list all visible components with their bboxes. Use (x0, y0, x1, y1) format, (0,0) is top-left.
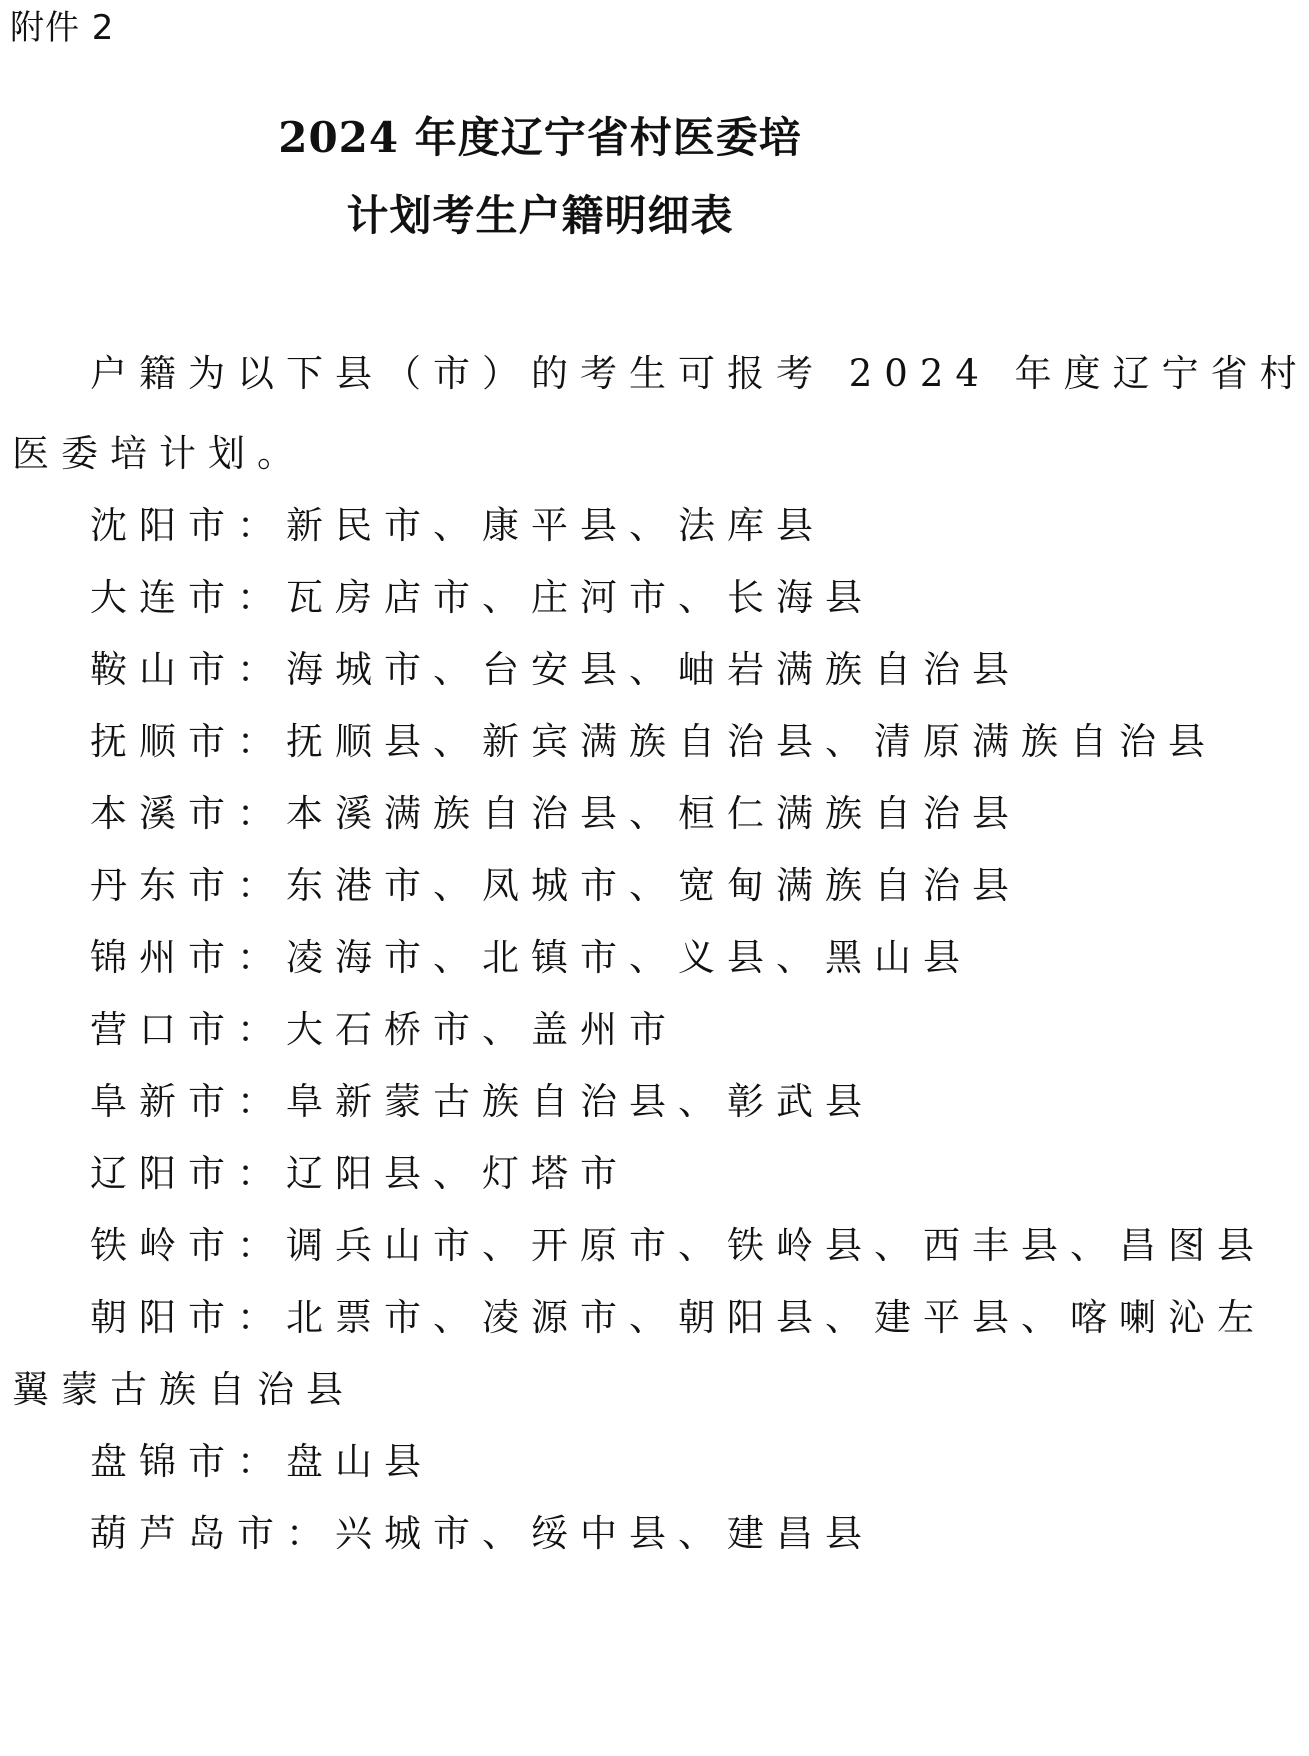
city-name: 辽阳市： (90, 1152, 286, 1195)
city-name: 大连市： (90, 576, 286, 619)
city-entry-anshan (90, 646, 1021, 694)
city-name: 丹东市： (90, 864, 286, 907)
city-entry-yingkou (90, 1006, 678, 1054)
city-entry-fuxin (90, 1078, 874, 1126)
city-name: 盘锦市： (90, 1440, 286, 1483)
city-entry-chaoyang (90, 1294, 1266, 1342)
county-list: 盘山县 (286, 1440, 433, 1483)
city-entry-shenyang (90, 502, 825, 550)
county-list: 凌海市、北镇市、义县、黑山县 (286, 936, 972, 979)
city-name: 抚顺市： (90, 720, 286, 763)
county-list: 抚顺县、新宾满族自治县、清原满族自治县 (286, 720, 1217, 763)
county-list: 本溪满族自治县、桓仁满族自治县 (286, 792, 1021, 835)
city-entry-chaoyang-continuation: 翼蒙古族自治县 (12, 1368, 355, 1411)
city-name: 沈阳市： (90, 504, 286, 547)
county-list: 调兵山市、开原市、铁岭县、西丰县、昌图县 (286, 1224, 1266, 1267)
city-entry-tieling (90, 1222, 1266, 1270)
city-name: 鞍山市： (90, 648, 286, 691)
city-entry-huludao (90, 1510, 874, 1558)
attachment-label: 附件 2 (10, 8, 115, 48)
county-list: 大石桥市、盖州市 (286, 1008, 678, 1051)
city-name: 朝阳市： (90, 1296, 286, 1339)
county-list: 兴城市、绥中县、建昌县 (335, 1512, 874, 1555)
county-list: 新民市、康平县、法库县 (286, 504, 825, 547)
county-list: 北票市、凌源市、朝阳县、建平县、喀喇沁左 (286, 1296, 1266, 1339)
city-name: 葫芦岛市： (90, 1512, 335, 1555)
city-name: 锦州市： (90, 936, 286, 979)
city-entry-benxi (90, 790, 1021, 838)
city-name: 铁岭市： (90, 1224, 286, 1267)
county-list: 瓦房店市、庄河市、长海县 (286, 576, 874, 619)
document-title-line-1: 2024 年度辽宁省村医委培 (278, 113, 802, 162)
city-entry-liaoyang (90, 1150, 629, 1198)
city-entry-dalian (90, 574, 874, 622)
county-list: 东港市、凤城市、宽甸满族自治县 (286, 864, 1021, 907)
document-title-line-2: 计划考生户籍明细表 (346, 191, 734, 240)
city-name: 本溪市： (90, 792, 286, 835)
intro-paragraph-line-2: 医委培计划。 (12, 432, 306, 475)
city-name: 阜新市： (90, 1080, 286, 1123)
city-entry-fushun (90, 718, 1217, 766)
intro-paragraph-line-1: 户籍为以下县（市）的考生可报考 2024 年度辽宁省村 (90, 352, 1309, 395)
city-name: 营口市： (90, 1008, 286, 1051)
city-entry-jinzhou (90, 934, 972, 982)
city-entry-panjin (90, 1438, 433, 1486)
county-list: 海城市、台安县、岫岩满族自治县 (286, 648, 1021, 691)
county-list: 阜新蒙古族自治县、彰武县 (286, 1080, 874, 1123)
county-list: 辽阳县、灯塔市 (286, 1152, 629, 1195)
city-entry-dandong (90, 862, 1021, 910)
